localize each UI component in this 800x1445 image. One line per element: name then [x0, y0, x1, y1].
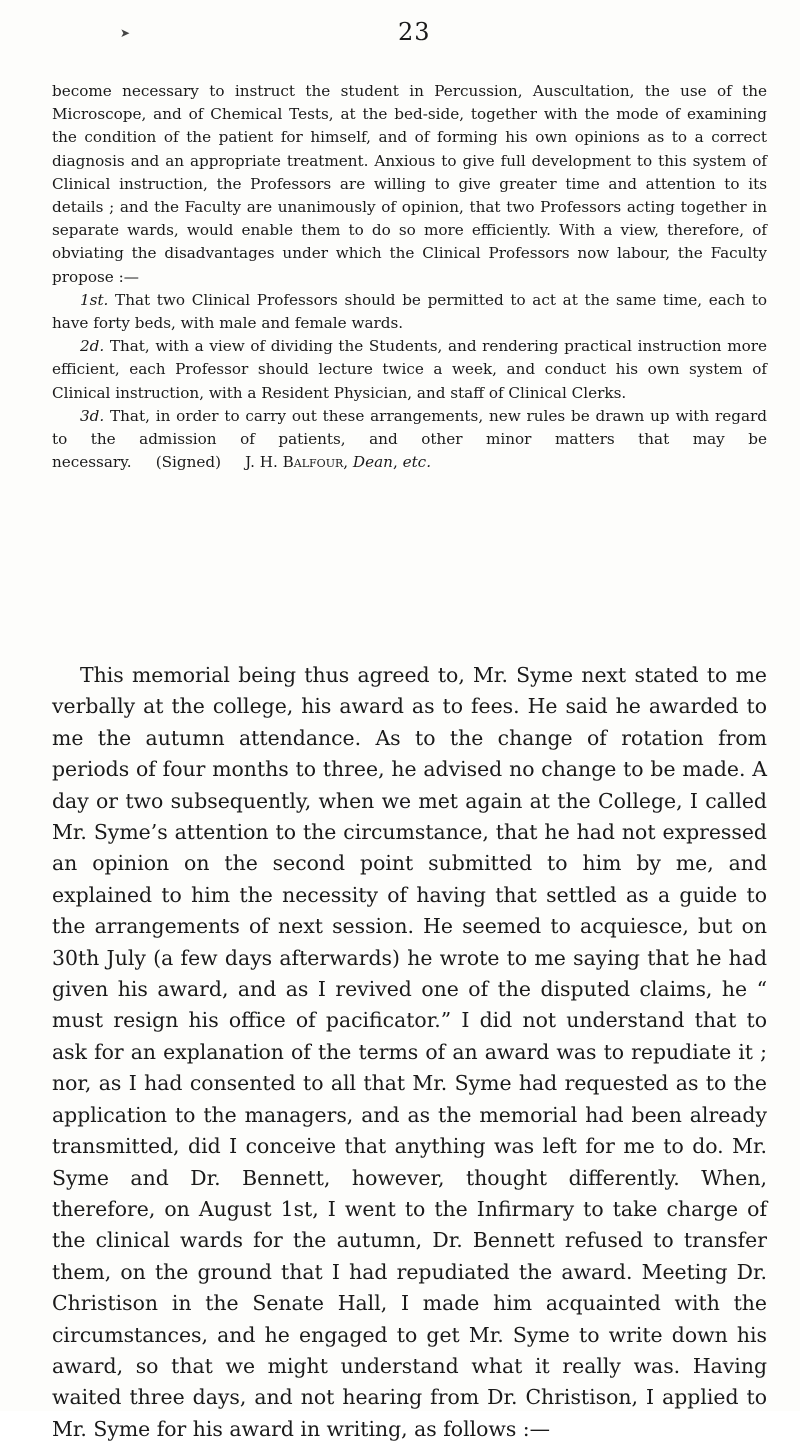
- memorial-block: [52, 80, 767, 474]
- item-1-label: 1st.: [80, 290, 109, 309]
- memorial-intro: become necessary to instruct the student in Percussion, Auscultation, the use of the Microscope, and of Chemical Tests, at the bed-side, together with the mode of examining the condition of the patient for himself, and of forming his own opinions as to a correct diagnosis and an appropriate treatment. Anxious to give full development to this system of Clinical instruction, the Professors are willing to give greater time and attention to its details ; and the Faculty are unanimously of opinion, that two Professors acting together in separate wards, would enable them to do so more efficiently. With a view, therefore, of obviating the disadvantages under which the Clinical Professors now labour, the Faculty propose :—: [52, 82, 767, 286]
- narrative-paragraph: This memorial being thus agreed to, Mr. Syme next stated to me verbally at the college, his award as to fees. He said he awarded to me the autumn attendance. As to the change of rotation from periods of four months to three, he advised no change to be made. A day or two subsequently, when we met again at the College, I called Mr. Syme’s attention to the circumstance, that he had not expressed an opinion on the second point submitted to him by me, and explained to him the necessity of having that settled as a guide to the arrangements of next session. He seemed to acquiesce, but on 30th July (a few days afterwards) he wrote to me saying that he had given his award, and as I revived one of the disputed claims, he “ must resign his office of pacificator.” I did not understand that to ask for an explanation of the terms of an award was to repudiate it ; nor, as I had consented to all that Mr. Syme had requested as to the application to the managers, and as the memorial had been already transmitted, did I conceive that anything was left for me to do. Mr. Syme and Dr. Bennett, however, thought differently. When, therefore, on August 1st, I went to the Infirmary to take charge of the clinical wards for the autumn, Dr. Bennett refused to transfer them, on the ground that I had repudiated the award. Meeting Dr. Christison in the Senate Hall, I made him acquainted with the circumstances, and he engaged to get Mr. Syme to write down his award, so that we might understand what it really was. Having waited three days, and not hearing from Dr. Christison, I applied to Mr. Syme for his award in writing, as follows :—: [52, 663, 767, 1441]
- item-3-label: 3d.: [80, 406, 105, 425]
- narrative-block: [52, 660, 767, 1445]
- memorial-item-2: [52, 335, 767, 405]
- memorial-item-1: [52, 289, 767, 335]
- printer-mark-icon: ➤: [120, 26, 131, 40]
- item-1-text: That two Clinical Professors should be permitted to act at the same time, each to have forty beds, with male and female wards.: [52, 290, 767, 333]
- page-number: 23: [398, 18, 431, 46]
- memorial-item-3: 3d. That, in order to carry out these arrangements, new rules be drawn up with regard to the admission of patients, and other minor matters that may be necessary. (Signed) J. H. Balfour, Dean, etc.: [52, 406, 767, 472]
- item-3-text: That, in order to carry out these arrangements, new rules be drawn up with regard to the admission of patients, and other minor matters that may be necessary.: [52, 406, 767, 472]
- signed-label: (Signed): [155, 453, 222, 472]
- signatory-initials: J. H.: [245, 453, 278, 472]
- signatory-etc: etc.: [402, 453, 432, 472]
- signatory-title: Dean: [352, 453, 393, 472]
- signatory-name: Balfour: [282, 453, 344, 472]
- item-2-label: 2d.: [80, 337, 105, 356]
- item-2-text: That, with a view of dividing the Students, and rendering practical instruction more efficient, each Professor should lecture twice a week, and conduct his own system of Clinical instruction, with a Resident Physician, and staff of Clinical Clerks.: [52, 337, 767, 402]
